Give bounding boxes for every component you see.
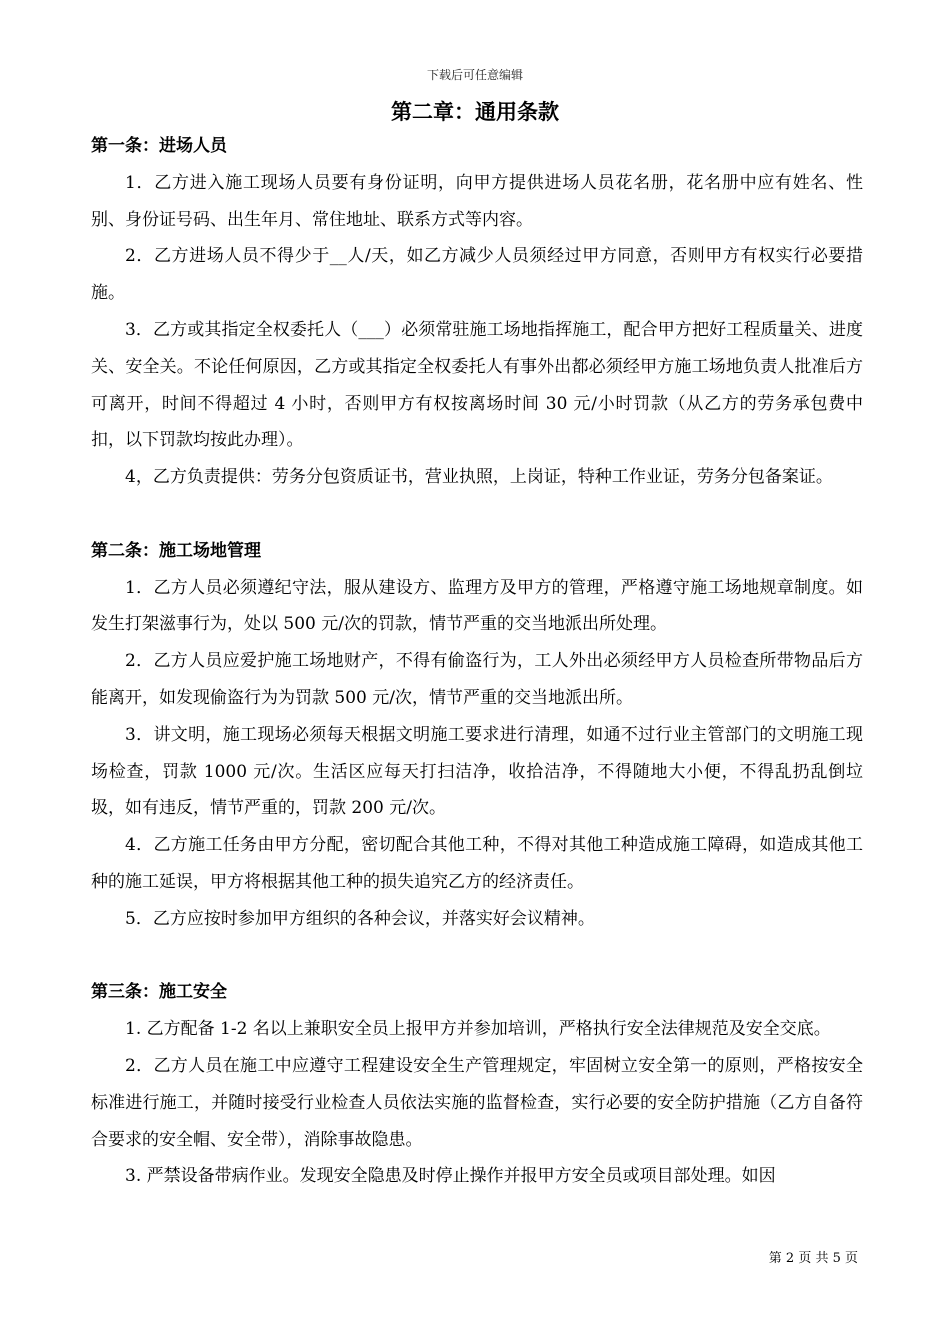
document-body <box>91 128 863 1195</box>
article-1-paragraph: 2．乙方进场人员不得少于__人/天，如乙方减少人员须经过甲方同意，否则甲方有权实行必要措施。 <box>91 246 863 304</box>
article-3-title: 第三条：施工安全 <box>91 982 227 1003</box>
article-2-paragraph: 2．乙方人员应爱护施工场地财产，不得有偷盗行为，工人外出必须经甲方人员检查所带物品后方能离开，如发现偷盗行为为罚款 500 元/次，情节严重的交当地派出所。 <box>91 651 863 708</box>
article-1-title: 第一条：进场人员 <box>91 136 227 156</box>
article-2-paragraph: 4．乙方施工任务由甲方分配，密切配合其他工种，不得对其他工种造成施工障碍，如造成其他工种的施工延误，甲方将根据其他工种的损失追究乙方的经济责任。 <box>91 835 863 892</box>
article-2-paragraph: 3．讲文明，施工现场必须每天根据文明施工要求进行清理，如通不过行业主管部门的文明施工现场检查，罚款 1000 元/次。生活区应每天打扫洁净，收拾洁净，不得随地大小便，不得乱扔乱倒垃圾，如有违反，情节严重的，罚款 200 元/次。 <box>91 724 863 819</box>
article-2-title: 第二条：施工场地管理 <box>91 540 261 561</box>
article-1-paragraph: 1．乙方进入施工现场人员要有身份证明，向甲方提供进场人员花名册，花名册中应有姓名、性别、身份证号码、出生年月、常住地址、联系方式等内容。 <box>91 172 863 230</box>
blank-line <box>91 496 863 533</box>
page-number: 第 2 页 共 5 页 <box>768 1251 858 1266</box>
article-3-paragraph: 1. 乙方配备 1-2 名以上兼职安全员上报甲方并参加培训，严格执行安全法律规范及安全交底。 <box>125 1019 831 1040</box>
article-3-paragraph: 2．乙方人员在施工中应遵守工程建设安全生产管理规定，牢固树立安全第一的原则，严格按安全标准进行施工，并随时接受行业检查人员依法实施的监督检查，实行必要的安全防护措施（乙方自备符合要求的安全帽、安全带），消除事故隐患。 <box>91 1055 863 1150</box>
article-2-paragraph: 5．乙方应按时参加甲方组织的各种会议，并落实好会议精神。 <box>125 908 595 929</box>
header-note: 下载后可任意编辑 <box>426 68 523 82</box>
chapter-title: 第二章：通用条款 <box>391 100 559 124</box>
article-2-paragraph: 1．乙方人员必须遵纪守法，服从建设方、监理方及甲方的管理，严格遵守施工场地规章制度。如发生打架滋事行为，处以 500 元/次的罚款，情节严重的交当地派出所处理。 <box>91 577 863 635</box>
article-1-paragraph: 3．乙方或其指定全权委托人（___）必须常驻施工场地指挥施工，配合甲方把好工程质量关、进度关、安全关。不论任何原因，乙方或其指定全权委托人有事外出都必须经甲方施工场地负责人批准后方可离开，时间不得超过 4 小时，否则甲方有权按离场时间 30 元/小时罚款（从乙方的劳务承包费中扣，以下罚款均按此办理）。 <box>91 319 863 451</box>
blank-line <box>91 938 863 975</box>
article-3-paragraph: 3. 严禁设备带病作业。发现安全隐患及时停止操作并报甲方安全员或项目部处理。如因 <box>125 1166 776 1187</box>
article-1-paragraph: 4，乙方负责提供：劳务分包资质证书，营业执照，上岗证，特种工作业证，劳务分包备案证。 <box>125 467 833 488</box>
